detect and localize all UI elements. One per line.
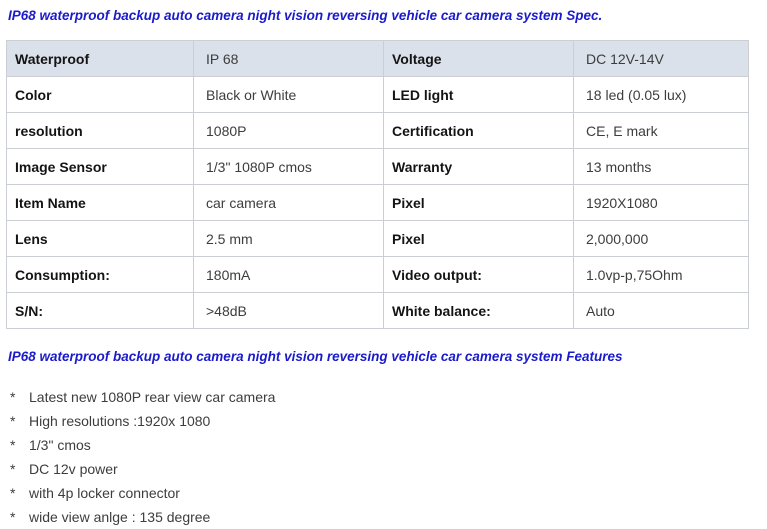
spec-value-cell: >48dB (194, 293, 384, 329)
spec-value-cell: 2.5 mm (194, 221, 384, 257)
spec-label-cell: Pixel (384, 185, 574, 221)
spec-label-cell: Image Sensor (7, 149, 194, 185)
spec-value-cell: DC 12V-14V (574, 41, 749, 77)
spec-value-cell: 1/3" 1080P cmos (194, 149, 384, 185)
bullet-asterisk: * (10, 389, 16, 405)
feature-text: High resolutions :1920x 1080 (29, 413, 211, 429)
feature-text: 1/3" cmos (29, 437, 91, 453)
feature-item (6, 409, 761, 433)
feature-text: with 4p locker connector (29, 485, 180, 501)
feature-item (6, 457, 761, 481)
spec-table-row (7, 77, 749, 113)
spec-table-row (7, 221, 749, 257)
spec-value-cell: 1080P (194, 113, 384, 149)
spec-value-cell: car camera (194, 185, 384, 221)
spec-table-row (7, 257, 749, 293)
spec-table-row (7, 113, 749, 149)
feature-text: DC 12v power (29, 461, 118, 477)
spec-table-header-row (7, 41, 749, 77)
spec-label-cell: resolution (7, 113, 194, 149)
feature-item (6, 481, 761, 505)
spec-label-cell: Video output: (384, 257, 574, 293)
bullet-asterisk: * (10, 437, 16, 453)
spec-value-cell: 18 led (0.05 lux) (574, 77, 749, 113)
bullet-asterisk: * (10, 485, 16, 501)
spec-value-cell: Auto (574, 293, 749, 329)
spec-value-cell: CE, E mark (574, 113, 749, 149)
spec-label-cell: Item Name (7, 185, 194, 221)
spec-table-row (7, 185, 749, 221)
features-list (6, 385, 761, 529)
spec-label-cell: Consumption: (7, 257, 194, 293)
spec-label-cell: Color (7, 77, 194, 113)
spec-label-cell: Certification (384, 113, 574, 149)
spec-section-title: IP68 waterproof backup auto camera night vision reversing vehicle car camera system Spec. (8, 8, 603, 23)
spec-value-cell: 1.0vp-p,75Ohm (574, 257, 749, 293)
spec-label-cell: Lens (7, 221, 194, 257)
spec-value-cell: IP 68 (194, 41, 384, 77)
spec-value-cell: 13 months (574, 149, 749, 185)
spec-value-cell: 2,000,000 (574, 221, 749, 257)
feature-text: wide view anlge : 135 degree (29, 509, 211, 525)
feature-text: Latest new 1080P rear view car camera (29, 389, 276, 405)
spec-label-cell: LED light (384, 77, 574, 113)
bullet-asterisk: * (10, 461, 16, 477)
bullet-asterisk: * (10, 413, 16, 429)
spec-table-row (7, 293, 749, 329)
spec-value-cell: 180mA (194, 257, 384, 293)
spec-value-cell: 1920X1080 (574, 185, 749, 221)
spec-label-cell: S/N: (7, 293, 194, 329)
features-section-title: IP68 waterproof backup auto camera night vision reversing vehicle car camera system Features (8, 349, 623, 364)
spec-label-cell: Pixel (384, 221, 574, 257)
spec-label-cell: Voltage (384, 41, 574, 77)
spec-label-cell: Waterproof (7, 41, 194, 77)
feature-item (6, 433, 761, 457)
feature-item (6, 505, 761, 529)
bullet-asterisk: * (10, 509, 16, 525)
spec-table (6, 40, 749, 329)
spec-value-cell: Black or White (194, 77, 384, 113)
spec-label-cell: White balance: (384, 293, 574, 329)
spec-label-cell: Warranty (384, 149, 574, 185)
spec-table-row (7, 149, 749, 185)
feature-item (6, 385, 761, 409)
